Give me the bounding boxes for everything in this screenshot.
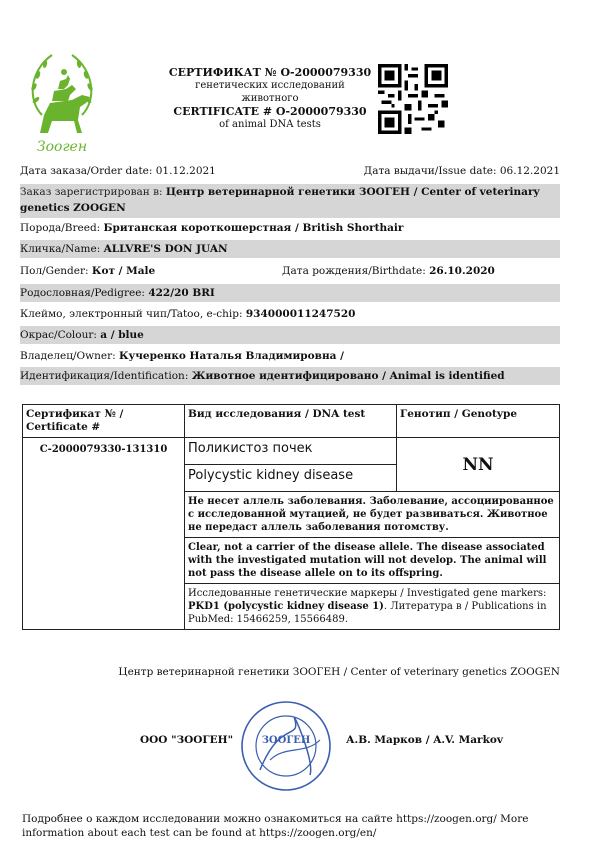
company-name: ООО "ЗООГЕН": [140, 734, 234, 746]
chip-label: Клеймо, электронный чип/Tatoo, e-chip:: [20, 308, 246, 320]
chip-value: 934000011247520: [245, 308, 356, 320]
title-ru: СЕРТИФИКАТ № О-2000079330: [168, 66, 372, 79]
birthdate-label: Дата рождения/Birthdate:: [282, 265, 430, 277]
breed-row: [20, 219, 560, 237]
registered-row: [20, 184, 560, 218]
name-value: ALLVRE'S DON JUAN: [103, 243, 228, 255]
certificate-title: [160, 66, 380, 131]
colour-label: Окрас/Colour:: [20, 329, 101, 341]
owner-row: [20, 347, 560, 365]
pedigree-row: [20, 284, 560, 302]
gender-label: Пол/Gender:: [20, 265, 92, 277]
markers-publications: . Литература в / Publications in PubMed: 15466259, 15566489.: [188, 601, 547, 625]
company-stamp: [240, 700, 332, 792]
chip-row: [20, 305, 560, 323]
order-date: Дата заказа/Order date: 01.12.2021: [20, 165, 216, 177]
stamp-text: ЗООГЕН: [261, 735, 311, 746]
result-note-en: Clear, not a carrier of the disease allele. The disease associated with the investigated mutation will not develop. The animal will not pass the disease allele on to its offspring.: [185, 538, 560, 584]
zoogen-logo: [22, 45, 102, 157]
title-en: CERTIFICATE # О-2000079330: [173, 105, 367, 118]
gene-markers: [185, 584, 560, 630]
more-info-text: Подробнее о каждом исследовании можно ознакомиться на сайте https://zoogen.org/ More information about each test can be found at https://zoogen.org/en/: [22, 813, 529, 839]
identification-row: [20, 367, 560, 385]
identification-value: Животное идентифицировано / Animal is identified: [191, 370, 505, 382]
owner-label: Владелец/Owner:: [20, 350, 119, 362]
registered-value-2: genetics ZOOGEN: [20, 202, 126, 214]
result-note-ru: Не несет аллель заболевания. Заболевание, ассоциированное с исследованной мутацией, не будет развиваться. Животное не передаст аллель заболевания потомству.: [185, 492, 560, 538]
identification-label: Идентификация/Identification:: [20, 370, 192, 382]
col-certificate-header: Сертификат № / Certificate #: [23, 405, 185, 438]
gender-value: Кот / Male: [91, 265, 156, 277]
test-name-ru: Поликистоз почек: [185, 438, 397, 465]
breed-label: Порода/Breed:: [20, 222, 104, 234]
qr-code[interactable]: [378, 64, 448, 134]
breed-value: Британская короткошерстная / British Shorthair: [103, 222, 404, 234]
colour-value: a / blue: [100, 329, 144, 341]
test-name-en: Polycystic kidney disease: [185, 465, 397, 492]
colour-row: [20, 326, 560, 344]
subtitle-ru-1: генетических исследований: [195, 80, 345, 91]
logo-text: Зооген: [36, 139, 88, 155]
name-label: Кличка/Name:: [20, 243, 104, 255]
birthdate-group: [282, 262, 495, 280]
genotype-value: NN: [397, 438, 560, 492]
center-name: Центр ветеринарной генетики ЗООГЕН / Center of veterinary genetics ZOOGEN: [118, 666, 560, 678]
name-row: [20, 240, 560, 258]
subtitle-en: of animal DNA tests: [219, 119, 321, 130]
subtitle-ru-2: животного: [241, 93, 299, 104]
issue-date: Дата выдачи/Issue date: 06.12.2021: [363, 165, 560, 177]
cert-number: С-2000079330-131310: [23, 438, 185, 630]
registered-value: Центр ветеринарной генетики ЗООГЕН / Center of veterinary: [165, 186, 540, 198]
pedigree-value: 422/20 BRI: [148, 287, 215, 299]
registered-label: Заказ зарегистрирован в:: [20, 186, 166, 198]
birthdate-value: 26.10.2020: [429, 265, 495, 277]
markers-gene: PKD1 (polycystic kidney disease 1): [188, 601, 384, 612]
markers-text: Исследованные генетические маркеры / Investigated gene markers:: [188, 588, 547, 599]
pedigree-label: Родословная/Pedigree:: [20, 287, 149, 299]
owner-value: Кучеренко Наталья Владимировна /: [118, 350, 344, 362]
col-test-header: Вид исследования / DNA test: [185, 405, 397, 438]
signer-name: А.В. Марков / A.V. Markov: [346, 734, 503, 746]
results-table: [22, 404, 560, 630]
col-genotype-header: Генотип / Genotype: [397, 405, 560, 438]
gender-row: [20, 262, 560, 280]
